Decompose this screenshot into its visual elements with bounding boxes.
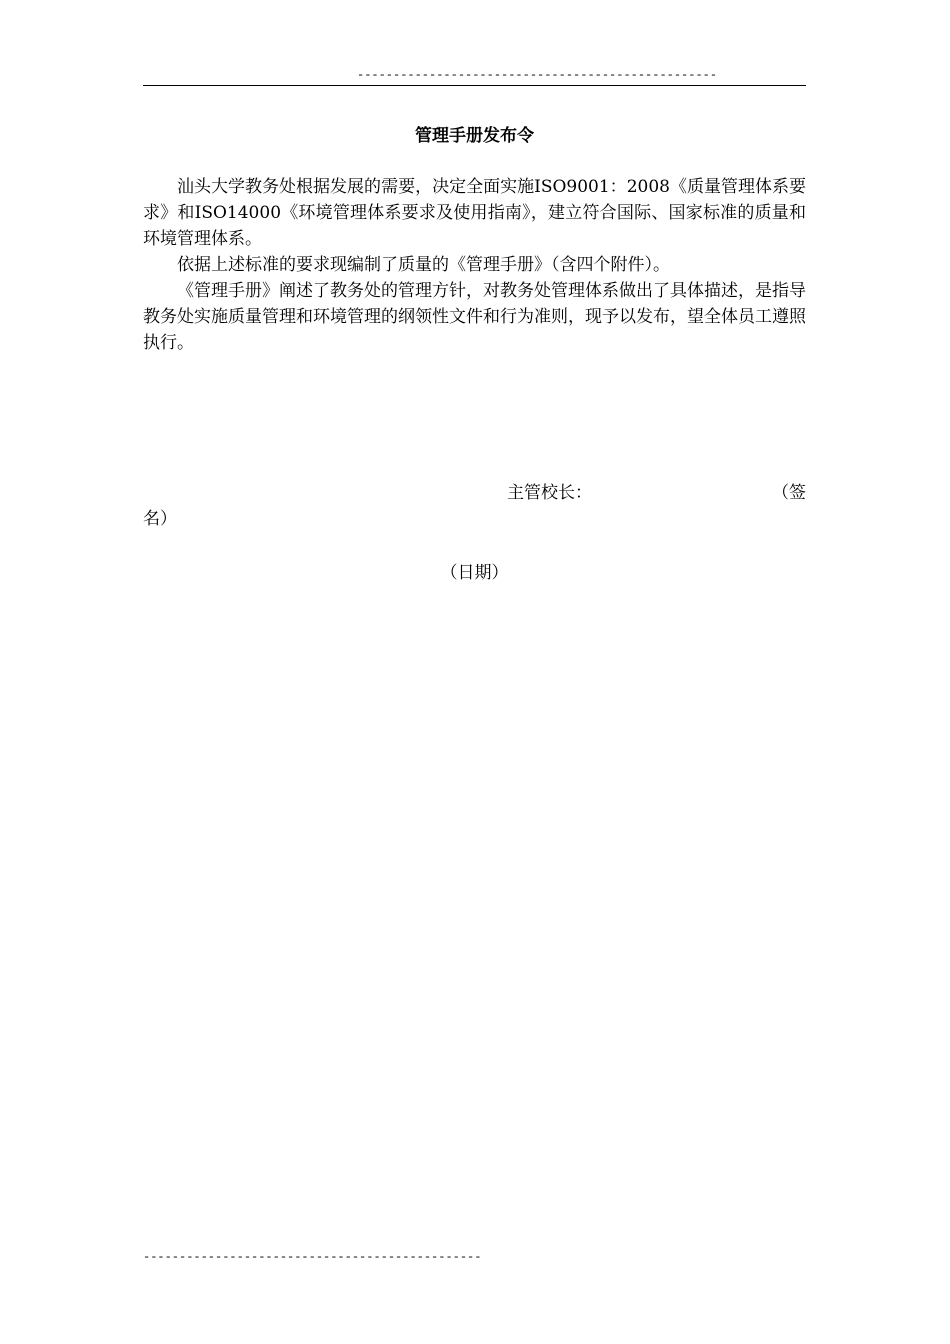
header-rule — [143, 85, 806, 86]
signature-paren-open: （签 — [772, 483, 806, 503]
document-body — [143, 174, 806, 356]
paragraph-2: 依据上述标准的要求现编制了质量的《管理手册》（含四个附件）。 — [177, 255, 670, 275]
footer-dashes: ----------------------------------------------- — [143, 1250, 482, 1264]
paragraph-1: 汕头大学教务处根据发展的需要，决定全面实施ISO9001：2008《质量管理体系要求》和ISO14000《环境管理体系要求及使用指南》，建立符合国际、国家标准的质量和环境管理体系。 — [143, 177, 806, 249]
document-title: 管理手册发布令 — [415, 126, 534, 146]
date-label: （日期） — [440, 563, 509, 583]
signature-paren-close: 名） — [143, 509, 177, 529]
header-dashes: -------------------------------------------------- — [357, 68, 718, 82]
paragraph-3: 《管理手册》阐述了教务处的管理方针，对教务处管理体系做出了具体描述，是指导教务处实施质量管理和环境管理的纲领性文件和行为准则，现予以发布，望全体员工遵照执行。 — [143, 281, 806, 353]
signature-label: 主管校长： — [507, 483, 592, 503]
